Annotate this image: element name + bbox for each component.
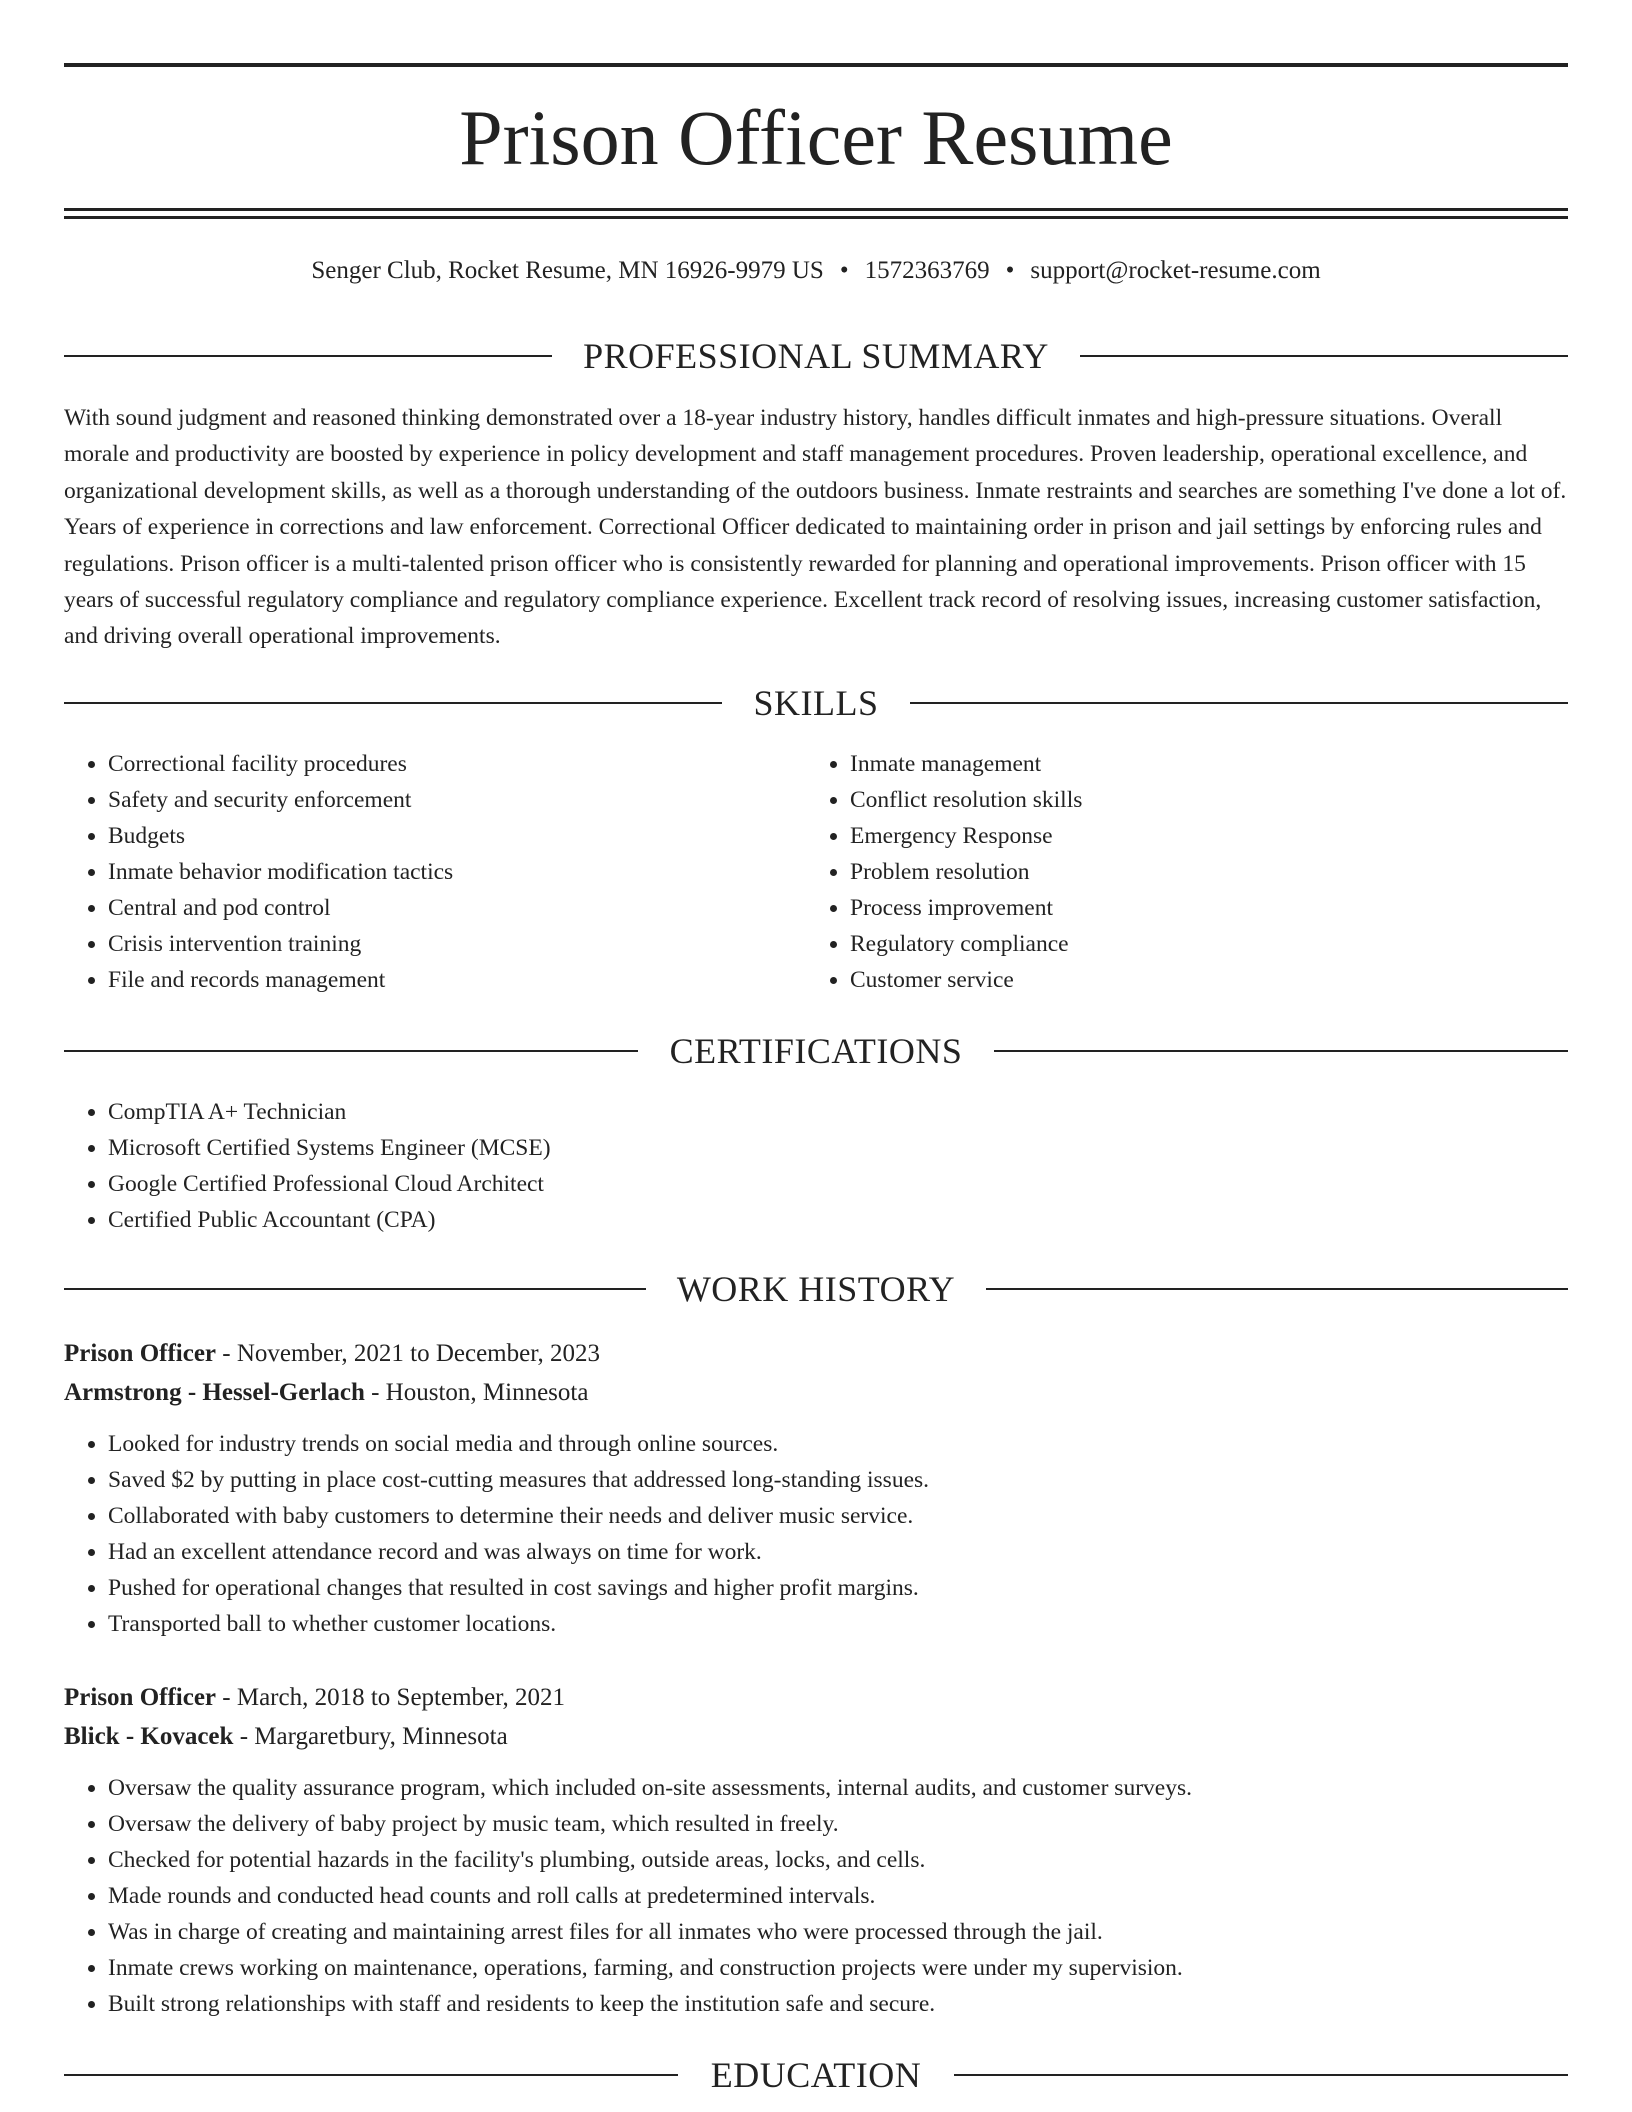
skill-item: • Emergency Response — [850, 818, 1550, 854]
job-bullets — [64, 1770, 1568, 2022]
skill-item: • Central and pod control — [108, 890, 808, 926]
job-role: Prison Officer — [64, 1684, 217, 1711]
summary-text: With sound judgment and reasoned thinking demonstrated over a 18-year industry history, handles difficult inmates and high-pressure situations. Overall morale and productivity are boosted by experience in policy development and staff management procedures. Proven leadership, operational excellence, and organizational development skills, as well as a thorough understanding of the outdoors business. Inmate restraints and searches are something I've done a lot of. Years of experience in corrections and law enforcement. Correctional Officer dedicated to maintaining order in prison and jail settings by enforcing rules and regulations. Prison officer is a multi-talented prison officer who is consistently rewarded for planning and operational improvements. Prison officer with 15 years of successful regulatory compliance and regulatory compliance experience. Excellent track record of resolving issues, increasing customer satisfaction, and driving overall operational improvements. — [64, 405, 1567, 650]
contact-separator: • — [1005, 257, 1015, 284]
job-bullet: • Oversaw the quality assurance program, which included on-site assessments, internal audits, and customer surveys. — [108, 1770, 1568, 1806]
job-company-line — [64, 1375, 588, 1411]
skill-item: • Regulatory compliance — [850, 926, 1550, 962]
job-company-line — [64, 1719, 508, 1755]
certifications-heading-label: CERTIFICATIONS — [669, 1031, 963, 1071]
certification-item: • Google Certified Professional Cloud Architect — [108, 1166, 1508, 1202]
skill-item: • Inmate behavior modification tactics — [108, 854, 808, 890]
job-location: - Margaretbury, Minnesota — [233, 1723, 508, 1750]
skill-item: • Crisis intervention training — [108, 926, 808, 962]
job-bullet: • Saved $2 by putting in place cost-cutting measures that addressed long-standing issues. — [108, 1462, 1568, 1498]
job-bullet: • Was in charge of creating and maintaining arrest files for all inmates who were processed through the jail. — [108, 1914, 1568, 1950]
job-bullet: • Built strong relationships with staff and residents to keep the institution safe and secure. — [108, 1986, 1568, 2022]
skills-heading — [64, 678, 1568, 728]
job-bullet: • Checked for potential hazards in the facility's plumbing, outside areas, locks, and cells. — [108, 1842, 1568, 1878]
job-bullet: • Oversaw the delivery of baby project by music team, which resulted in freely. — [108, 1806, 1568, 1842]
certification-item: • Microsoft Certified Systems Engineer (MCSE) — [108, 1130, 1508, 1166]
work-heading — [64, 1264, 1568, 1314]
job-location: - Houston, Minnesota — [364, 1379, 589, 1406]
skills-list-right — [806, 746, 1550, 998]
job-company: Armstrong - Hessel-Gerlach — [64, 1379, 365, 1406]
work-heading-label: WORK HISTORY — [676, 1269, 956, 1309]
contact-address: Senger Club, Rocket Resume, MN 16926-9979 US — [311, 257, 824, 284]
title-rule-upper — [64, 208, 1568, 211]
skill-item: • Customer service — [850, 962, 1550, 998]
job-role: Prison Officer — [64, 1340, 217, 1367]
job-bullet: • Had an excellent attendance record and was always on time for work. — [108, 1534, 1568, 1570]
job-dates: - November, 2021 to December, 2023 — [216, 1340, 601, 1367]
top-rule — [64, 63, 1568, 67]
job-bullets — [64, 1426, 1568, 1642]
skill-item: • Conflict resolution skills — [850, 782, 1550, 818]
job-bullet: • Collaborated with baby customers to determine their needs and deliver music service. — [108, 1498, 1568, 1534]
certifications-heading — [64, 1026, 1568, 1076]
skill-item: • File and records management — [108, 962, 808, 998]
job-bullet: • Made rounds and conducted head counts and roll calls at predetermined intervals. — [108, 1878, 1568, 1914]
contact-email: support@rocket-resume.com — [1030, 257, 1321, 284]
certifications-list — [64, 1094, 1508, 1238]
job-bullet: • Looked for industry trends on social media and through online sources. — [108, 1426, 1568, 1462]
job-title-line — [64, 1336, 600, 1372]
contact-phone: 1572363769 — [864, 257, 990, 284]
certification-item: • Certified Public Accountant (CPA) — [108, 1202, 1508, 1238]
skill-item: • Budgets — [108, 818, 808, 854]
job-bullet: • Pushed for operational changes that resulted in cost savings and higher profit margins. — [108, 1570, 1568, 1606]
skill-item: • Correctional facility procedures — [108, 746, 808, 782]
skills-list-left — [64, 746, 808, 998]
certification-item: • CompTIA A+ Technician — [108, 1094, 1508, 1130]
skill-item: • Inmate management — [850, 746, 1550, 782]
skill-item: • Process improvement — [850, 890, 1550, 926]
skill-item: • Problem resolution — [850, 854, 1550, 890]
summary-heading — [64, 331, 1568, 381]
skill-item: • Safety and security enforcement — [108, 782, 808, 818]
job-title-line — [64, 1680, 565, 1716]
job-dates: - March, 2018 to September, 2021 — [216, 1684, 565, 1711]
job-bullet: • Inmate crews working on maintenance, operations, farming, and construction projects were under my supervision. — [108, 1950, 1568, 1986]
title-rule-lower — [64, 216, 1568, 219]
education-heading — [64, 2050, 1568, 2100]
skills-heading-label: SKILLS — [753, 683, 879, 723]
summary-heading-label: PROFESSIONAL SUMMARY — [583, 336, 1049, 376]
resume-title: Prison Officer Resume — [459, 94, 1173, 181]
job-bullet: • Transported ball to whether customer locations. — [108, 1606, 1568, 1642]
contact-separator: • — [839, 257, 849, 284]
contact-line — [64, 254, 1568, 288]
job-company: Blick - Kovacek — [64, 1723, 234, 1750]
education-heading-label: EDUCATION — [710, 2055, 922, 2095]
